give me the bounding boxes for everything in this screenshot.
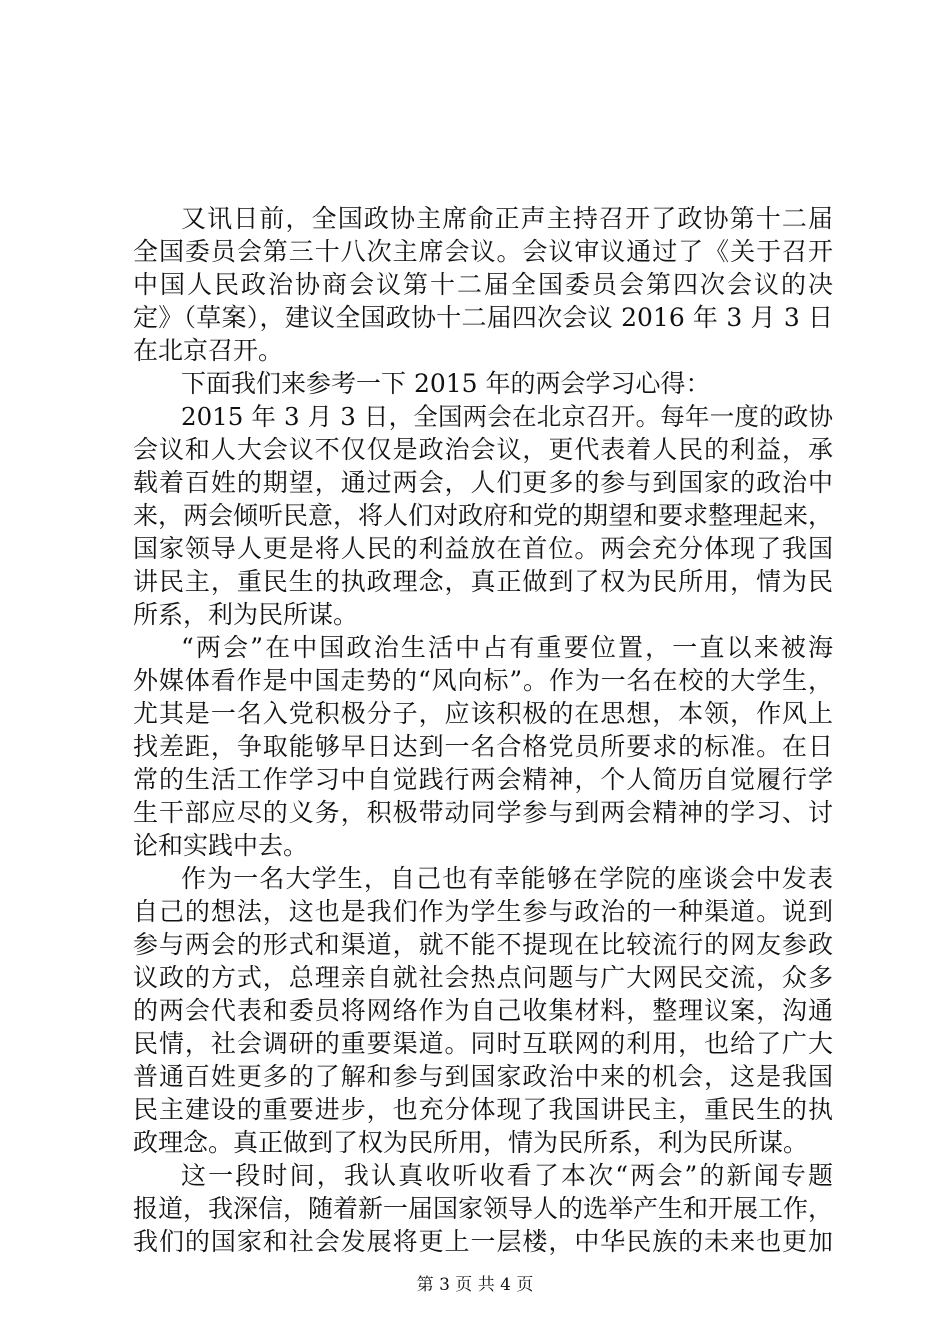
text-line: 会议和人大会议不仅仅是政治会议，更代表着人民的利益，承: [133, 435, 833, 464]
text-line: 民主建设的重要进步，也充分体现了我国讲民主，重民生的执: [133, 1095, 833, 1124]
text-line: 载着百姓的期望，通过两会，人们更多的参与到国家的政治中: [133, 468, 833, 497]
text-line: 我们的国家和社会发展将更上一层楼，中华民族的未来也更加: [133, 1227, 833, 1256]
text-line: “两会”在中国政治生活中占有重要位置，一直以来被海: [181, 633, 833, 662]
text-line: 报道，我深信，随着新一届国家领导人的选举产生和开展工作，: [133, 1194, 834, 1223]
text-line: 所系，利为民所谋。: [133, 600, 359, 629]
text-line: 尤其是一名入党积极分子，应该积极的在思想，本领，作风上: [133, 699, 833, 728]
text-line: 定》（草案），建议全国政协十二届四次会议 2016 年 3 月 3 日: [133, 303, 833, 332]
text-line: 外媒体看作是中国走势的“风向标”。作为一名在校的大学生，: [133, 666, 833, 695]
text-line: 中国人民政治协商会议第十二届全国委员会第四次会议的决: [133, 270, 833, 299]
text-line: 常的生活工作学习中自觉践行两会精神，个人简历自觉履行学: [133, 765, 833, 794]
text-line: 生干部应尽的义务，积极带动同学参与到两会精神的学习、讨: [133, 798, 833, 827]
text-line: 全国委员会第三十八次主席会议。会议审议通过了《关于召开: [133, 237, 833, 266]
text-line: 政理念。真正做到了权为民所用，情为民所系，利为民所谋。: [133, 1128, 809, 1157]
text-line: 讲民主，重民生的执政理念，真正做到了权为民所用，情为民: [133, 567, 833, 596]
text-line: 议政的方式，总理亲自就社会热点问题与广大网民交流，众多: [133, 963, 833, 992]
text-line: 来，两会倾听民意，将人们对政府和党的期望和要求整理起来，: [133, 501, 834, 530]
text-line: 参与两会的形式和渠道，就不能不提现在比较流行的网友参政: [133, 930, 833, 959]
text-line: 民情，社会调研的重要渠道。同时互联网的利用，也给了广大: [133, 1029, 833, 1058]
text-line: 在北京召开。: [133, 336, 284, 365]
text-line: 普通百姓更多的了解和参与到国家政治中来的机会，这是我国: [133, 1062, 833, 1091]
text-line: 的两会代表和委员将网络作为自己收集材料，整理议案，沟通: [133, 996, 833, 1025]
page-footer: 第 3 页 共 4 页: [416, 1275, 534, 1295]
document-body: [133, 202, 833, 1258]
text-line: 2015 年 3 月 3 日，全国两会在北京召开。每年一度的政协: [181, 402, 833, 431]
text-line: 作为一名大学生，自己也有幸能够在学院的座谈会中发表: [181, 864, 833, 893]
text-line: 论和实践中去。: [133, 831, 309, 860]
text-line: 下面我们来参考一下 2015 年的两会学习心得：: [181, 369, 711, 398]
text-line: 国家领导人更是将人民的利益放在首位。两会充分体现了我国: [133, 534, 833, 563]
text-line: 又讯日前，全国政协主席俞正声主持召开了政协第十二届: [181, 204, 833, 233]
text-line: 这一段时间，我认真收听收看了本次“两会”的新闻专题: [181, 1161, 833, 1190]
text-line: 自己的想法，这也是我们作为学生参与政治的一种渠道。说到: [133, 897, 833, 926]
text-line: 找差距，争取能够早日达到一名合格党员所要求的标准。在日: [133, 732, 833, 761]
